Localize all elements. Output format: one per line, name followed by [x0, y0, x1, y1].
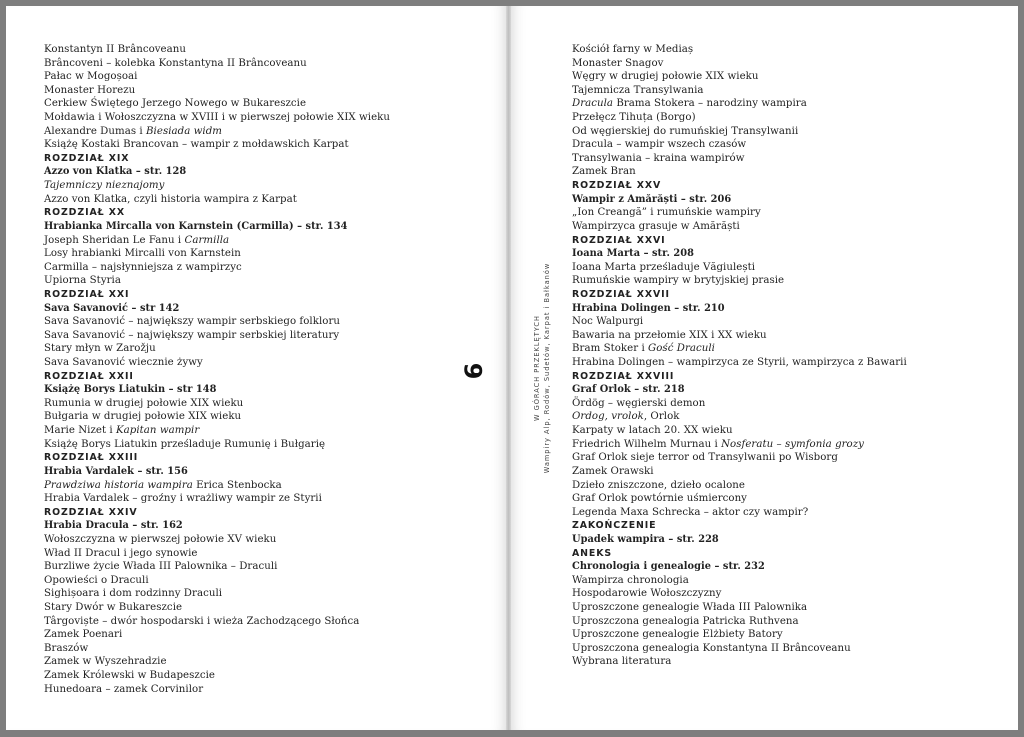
toc-entry-text: Ioana Marta – str. 208 — [572, 248, 694, 260]
toc-section-heading — [44, 288, 390, 302]
toc-entry-text: Cerkiew Świętego Jerzego Nowego w Bukareszcie — [44, 98, 307, 110]
toc-entry — [44, 57, 390, 71]
toc-entry — [572, 138, 907, 152]
toc-entry — [572, 342, 907, 356]
toc-entry-text: ANEKS — [572, 547, 613, 559]
toc-chapter-title — [44, 465, 390, 479]
toc-entry — [572, 451, 907, 465]
toc-section-heading — [572, 234, 907, 248]
toc-entry-text: ROZDZIAŁ XXII — [44, 370, 134, 382]
toc-entry-text: Marie Nizet i — [44, 425, 116, 437]
toc-entry-text: Upadek wampira – str. 228 — [572, 533, 719, 545]
toc-entry — [44, 587, 390, 601]
toc-entry — [572, 506, 907, 520]
toc-entry — [44, 601, 390, 615]
toc-entry-text: Ioana Marta prześladuje Văgiulești — [572, 261, 756, 273]
toc-section-heading — [44, 451, 390, 465]
toc-entry-text: Wybrana literatura — [572, 656, 672, 668]
toc-entry-text: Joseph Sheridan Le Fanu i — [44, 234, 185, 246]
toc-chapter-title — [44, 302, 390, 316]
toc-chapter-title — [44, 165, 390, 179]
toc-entry — [572, 410, 907, 424]
toc-entry-text: Noc Walpurgi — [572, 316, 644, 328]
toc-entry — [572, 615, 907, 629]
toc-entry-text: Zamek Orawski — [572, 465, 654, 477]
book-gutter — [506, 6, 511, 730]
toc-entry-text: ROZDZIAŁ XXV — [572, 180, 662, 192]
table-of-contents-right — [572, 43, 907, 669]
toc-entry-text: Alexandre Dumas i — [44, 125, 147, 137]
toc-entry-text: Od węgierskiej do rumuńskiej Transylwanii — [572, 125, 799, 137]
toc-chapter-title — [572, 302, 907, 316]
toc-entry-text: Legenda Maxa Schrecka – aktor czy wampir? — [572, 506, 809, 518]
toc-section-heading — [572, 547, 907, 561]
toc-entry-text: Sighișoara i dom rodzinny Draculi — [44, 588, 223, 600]
toc-entry — [572, 84, 907, 98]
toc-entry-text: Bawaria na przełomie XIX i XX wieku — [572, 329, 767, 341]
toc-entry — [572, 655, 907, 669]
toc-entry-text: Wampir z Amărăști – str. 206 — [572, 193, 732, 205]
toc-entry — [572, 465, 907, 479]
toc-entry-text: Zamek Poenari — [44, 629, 123, 641]
toc-entry-text: Książę Borys Liatukin – str 148 — [44, 384, 217, 396]
toc-entry — [572, 111, 907, 125]
toc-entry-italic-title: Tajemniczy nieznajomy — [44, 180, 165, 192]
toc-entry-text: Azzo von Klatka – str. 128 — [44, 166, 187, 178]
toc-entry-italic-title: Nosferatu – symfonia grozy — [721, 438, 864, 450]
toc-entry — [572, 492, 907, 506]
toc-entry — [572, 165, 907, 179]
toc-entry — [572, 628, 907, 642]
toc-entry-text: Przełęcz Tihuța (Borgo) — [572, 112, 696, 124]
toc-chapter-title — [572, 193, 907, 207]
toc-chapter-title — [572, 383, 907, 397]
toc-entry — [572, 125, 907, 139]
toc-entry-text: Graf Orlok – str. 218 — [572, 384, 685, 396]
toc-entry — [572, 261, 907, 275]
toc-entry — [44, 111, 390, 125]
toc-entry-text: Hrabia Vardalek – str. 156 — [44, 465, 188, 477]
toc-entry-text: Hospodarowie Wołoszczyzny — [572, 588, 722, 600]
toc-entry-text: Stary młyn w Zarožju — [44, 343, 156, 355]
toc-entry — [572, 274, 907, 288]
toc-entry-text: Chronologia i genealogie – str. 232 — [572, 561, 765, 573]
toc-entry-text: Dzieło zniszczone, dzieło ocalone — [572, 479, 745, 491]
toc-entry-text: Węgry w drugiej połowie XIX wieku — [572, 71, 759, 83]
toc-entry-text: Wład II Dracul i jego synowie — [44, 547, 198, 559]
toc-entry-italic-title: Prawdziwa historia wampira — [44, 479, 193, 491]
toc-entry-italic-title: Carmilla — [184, 234, 230, 246]
toc-entry-text: Braszów — [44, 642, 89, 654]
toc-entry-text: Carmilla – najsłynniejsza z wampirzyc — [44, 261, 242, 273]
toc-entry-text: Książę Kostaki Brancovan – wampir z mołdawskich Karpat — [44, 139, 349, 151]
toc-section-heading — [44, 152, 390, 166]
toc-entry-text: Hrabina Dolingen – str. 210 — [572, 302, 725, 314]
toc-entry-text: Uproszczone genealogie Elżbiety Batory — [572, 629, 783, 641]
toc-entry-text: Hrabia Vardalek – groźny i wrażliwy wampir ze Styrii — [44, 493, 322, 505]
toc-entry-text: Tajemnicza Transylwania — [572, 84, 704, 96]
toc-entry-text: Opowieści o Draculi — [44, 574, 149, 586]
toc-entry — [44, 655, 390, 669]
table-of-contents-left — [44, 43, 390, 696]
toc-entry — [572, 574, 907, 588]
toc-entry — [572, 438, 907, 452]
toc-entry — [44, 97, 390, 111]
toc-entry — [44, 438, 390, 452]
toc-entry — [44, 315, 390, 329]
toc-entry-text: Sava Savanović – str 142 — [44, 302, 180, 314]
toc-entry-text: Zamek w Wyszehradzie — [44, 656, 167, 668]
toc-entry — [572, 315, 907, 329]
toc-entry — [572, 356, 907, 370]
toc-entry-text: Wampirza chronologia — [572, 574, 689, 586]
toc-entry-text: Hrabina Dolingen – wampirzyca ze Styrii, wampirzyca z Bawarii — [572, 357, 907, 369]
toc-entry-text: Monaster Horezu — [44, 84, 136, 96]
toc-entry-text: Zamek Królewski w Budapeszcie — [44, 670, 215, 682]
toc-entry-text: Friedrich Wilhelm Murnau i — [572, 438, 722, 450]
toc-entry-text: „Ion Creangă” i rumuńskie wampiry — [572, 207, 761, 219]
toc-entry — [44, 397, 390, 411]
toc-entry-text: Burzliwe życie Włada III Palownika – Draculi — [44, 561, 278, 573]
toc-entry — [44, 179, 390, 193]
toc-entry-italic-title: Dracula — [572, 98, 614, 110]
toc-entry-text: ROZDZIAŁ XXVII — [572, 288, 670, 300]
toc-entry-text: Hrabianka Mircalla von Karnstein (Carmilla) – str. 134 — [44, 220, 348, 232]
toc-entry-text: Sava Savanović – największy wampir serbskiej literatury — [44, 329, 340, 341]
toc-chapter-title — [572, 533, 907, 547]
toc-entry-text: Kościół farny w Mediaș — [572, 44, 694, 55]
toc-entry-text-after: Erica Stenbocka — [192, 479, 282, 491]
toc-entry-text: Bułgaria w drugiej połowie XIX wieku — [44, 411, 242, 423]
toc-entry-text: Ördög – węgierski demon — [572, 397, 706, 409]
toc-entry-text: Wampirzyca grasuje w Amărăști — [572, 220, 740, 232]
toc-entry-text: Graf Orlok powtórnie uśmiercony — [572, 493, 747, 505]
toc-chapter-title — [44, 383, 390, 397]
toc-section-heading — [572, 519, 907, 533]
toc-section-heading — [44, 206, 390, 220]
toc-entry-text: Transylwania – kraina wampirów — [572, 152, 745, 164]
toc-entry — [44, 43, 390, 57]
toc-entry-italic-title: Kapitan wampir — [116, 425, 200, 437]
toc-section-heading — [572, 288, 907, 302]
toc-entry-text: Wołoszczyzna w pierwszej połowie XV wieku — [44, 533, 277, 545]
toc-entry — [572, 220, 907, 234]
page-number-text: 6 — [460, 362, 488, 380]
toc-entry-text: Brâncoveni – kolebka Konstantyna II Brâncoveanu — [44, 57, 307, 69]
toc-entry-italic-title: Gość Draculi — [648, 343, 715, 355]
toc-entry-text: ROZDZIAŁ XXVI — [572, 234, 666, 246]
toc-entry-text: Rumuńskie wampiry w brytyjskiej prasie — [572, 275, 785, 287]
toc-chapter-title — [572, 247, 907, 261]
toc-entry-text: Upiorna Styria — [44, 275, 121, 287]
toc-entry — [44, 547, 390, 561]
toc-entry — [44, 329, 390, 343]
toc-entry — [572, 206, 907, 220]
toc-chapter-title — [44, 519, 390, 533]
toc-entry — [44, 628, 390, 642]
toc-entry-text: Dracula – wampir wszech czasów — [572, 139, 747, 151]
toc-entry — [572, 57, 907, 71]
toc-entry-text: ROZDZIAŁ XXI — [44, 288, 130, 300]
toc-entry — [44, 70, 390, 84]
toc-entry — [572, 479, 907, 493]
toc-entry-text: Monaster Snagov — [572, 57, 664, 69]
toc-entry — [44, 560, 390, 574]
toc-entry-text: ROZDZIAŁ XX — [44, 207, 125, 219]
toc-entry — [44, 492, 390, 506]
toc-entry — [572, 601, 907, 615]
toc-entry — [572, 97, 907, 111]
toc-entry-text: ROZDZIAŁ XIX — [44, 152, 130, 164]
toc-entry — [44, 642, 390, 656]
toc-entry-text: ROZDZIAŁ XXIII — [44, 452, 139, 464]
toc-entry — [44, 683, 390, 697]
toc-entry — [44, 342, 390, 356]
toc-chapter-title — [572, 560, 907, 574]
toc-entry — [572, 397, 907, 411]
toc-entry-text: Azzo von Klatka, czyli historia wampira z Karpat — [44, 193, 297, 205]
toc-entry-text: Bram Stoker i — [572, 343, 649, 355]
toc-entry — [44, 261, 390, 275]
toc-entry-text: Uproszczona genealogia Patricka Ruthvena — [572, 615, 799, 627]
toc-section-heading — [44, 370, 390, 384]
toc-entry-text-after: Brama Stokera – narodziny wampira — [613, 98, 807, 110]
page-number — [460, 358, 488, 384]
toc-entry-text: Mołdawia i Wołoszczyzna w XVIII i w pierwszej połowie XIX wieku — [44, 112, 391, 124]
toc-entry-text: Losy hrabianki Mircalli von Karnstein — [44, 248, 241, 260]
toc-entry — [44, 125, 390, 139]
toc-entry — [44, 84, 390, 98]
toc-entry — [572, 424, 907, 438]
toc-entry — [572, 329, 907, 343]
toc-entry-text: ROZDZIAŁ XXIV — [44, 506, 138, 518]
running-head-subtitle: Wampiry Alp, Rodów, Sudetów, Karpat i Bałkanów — [543, 262, 551, 474]
toc-entry — [44, 479, 390, 493]
running-head-title: W GÓRACH PRZEKLĘTYCH — [533, 315, 541, 421]
toc-entry — [44, 138, 390, 152]
toc-entry — [44, 424, 390, 438]
toc-entry-text: Pałac w Mogoșoai — [44, 71, 138, 83]
toc-entry-text: Uproszczone genealogie Włada III Palownika — [572, 601, 808, 613]
toc-entry-italic-title: Ordog, vrolok — [572, 411, 644, 423]
toc-chapter-title — [44, 220, 390, 234]
toc-entry-text: Hunedoara – zamek Corvinilor — [44, 683, 204, 695]
toc-entry-text: Târgoviște – dwór hospodarski i wieża Zachodzącego Słońca — [44, 615, 360, 627]
toc-entry-text: Sava Savanović wiecznie żywy — [44, 357, 203, 369]
toc-entry — [572, 642, 907, 656]
toc-entry — [44, 574, 390, 588]
toc-entry — [44, 234, 390, 248]
toc-entry — [44, 356, 390, 370]
toc-entry-text: ZAKOŃCZENIE — [572, 520, 657, 532]
toc-entry-text: Zamek Bran — [572, 166, 636, 178]
toc-entry — [572, 587, 907, 601]
toc-entry-text: Karpaty w latach 20. XX wieku — [572, 425, 733, 437]
toc-entry-text-after: , Orlok — [643, 411, 680, 423]
running-head — [532, 263, 552, 474]
toc-entry — [44, 274, 390, 288]
toc-entry-text: Sava Savanović – największy wampir serbskiego folkloru — [44, 316, 340, 328]
toc-entry — [44, 247, 390, 261]
toc-entry — [572, 43, 907, 57]
toc-section-heading — [572, 370, 907, 384]
toc-entry-text: Rumunia w drugiej połowie XIX wieku — [44, 397, 244, 409]
toc-entry-text: ROZDZIAŁ XXVIII — [572, 370, 675, 382]
toc-entry-text: Graf Orlok sieje terror od Transylwanii po Wisborg — [572, 452, 838, 464]
toc-entry — [44, 193, 390, 207]
toc-entry — [572, 70, 907, 84]
toc-entry-text: Stary Dwór w Bukareszcie — [44, 601, 183, 613]
toc-entry — [44, 669, 390, 683]
toc-entry-text: Hrabia Dracula – str. 162 — [44, 520, 183, 532]
toc-entry — [44, 533, 390, 547]
toc-entry-italic-title: Biesiada widm — [146, 125, 222, 137]
toc-entry-text: Książę Borys Liatukin prześladuje Rumunię i Bułgarię — [44, 438, 326, 450]
toc-entry — [572, 152, 907, 166]
toc-entry — [44, 410, 390, 424]
toc-section-heading — [572, 179, 907, 193]
toc-entry-text: Uproszczona genealogia Konstantyna II Brâncoveanu — [572, 642, 851, 654]
toc-entry-text: Konstantyn II Brâncoveanu — [44, 44, 186, 55]
toc-entry — [44, 615, 390, 629]
toc-section-heading — [44, 506, 390, 520]
